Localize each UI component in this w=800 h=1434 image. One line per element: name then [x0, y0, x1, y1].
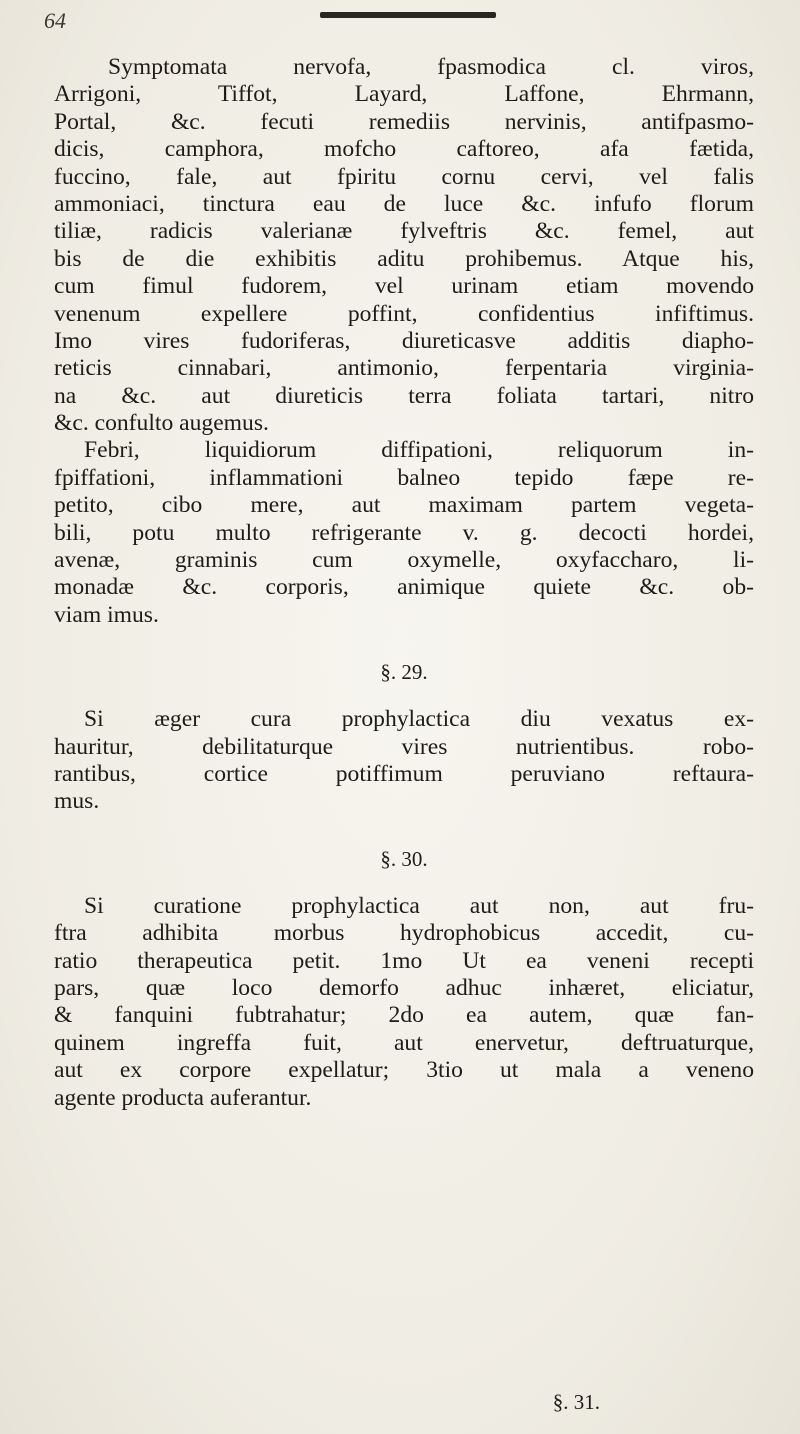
- text-line: reticis cinnabari, antimonio, ferpentaria virginia-: [54, 355, 754, 382]
- text-line: pars, quæ loco demorfo adhuc inhæret, eliciatur,: [54, 974, 754, 1001]
- text-line: quinem ingreffa fuit, aut enervetur, deftruaturque,: [54, 1029, 754, 1056]
- text-line: aut ex corpore expellatur; 3tio ut mala a veneno: [54, 1057, 754, 1084]
- text-line: monadæ &c. corporis, animique quiete &c. ob-: [54, 574, 754, 601]
- catchword: §. 31.: [552, 1390, 600, 1414]
- text-line: Portal, &c. fecuti remediis nervinis, antifpasmo-: [54, 108, 754, 135]
- text-line: avenæ, graminis cum oxymelle, oxyfaccharo, li-: [54, 547, 754, 574]
- text-line: cum fimul fudorem, vel urinam etiam movendo: [54, 273, 754, 300]
- text-line: Febri, liquidiorum diffipationi, reliquorum in-: [84, 437, 754, 464]
- body-text: [54, 54, 754, 1112]
- text-line: bis de die exhibitis aditu prohibemus. Atque his,: [54, 245, 754, 272]
- text-line: ratio therapeutica petit. 1mo Ut ea veneni recepti: [54, 947, 754, 974]
- text-line: Si æger cura prophylactica diu vexatus ex-: [84, 706, 754, 733]
- text-line: Imo vires fudoriferas, diureticasve additis diapho-: [54, 327, 754, 354]
- text-line: fuccino, fale, aut fpiritu cornu cervi, vel falis: [54, 163, 754, 190]
- text-line: hauritur, debilitaturque vires nutrientibus. robo-: [54, 733, 754, 760]
- section-heading: §. 29.: [380, 660, 428, 685]
- text-line: viam imus.: [54, 601, 159, 628]
- text-line: rantibus, cortice potiffimum peruviano reftaura-: [54, 760, 754, 787]
- text-line: ammoniaci, tinctura eau de luce &c. infufo florum: [54, 190, 754, 217]
- text-line: & fanquini fubtrahatur; 2do ea autem, quæ fan-: [54, 1002, 754, 1029]
- text-line: mus.: [54, 788, 100, 815]
- page-number: 64: [44, 8, 66, 33]
- text-line: tiliæ, radicis valerianæ fylveftris &c. femel, aut: [54, 218, 754, 245]
- text-line: petito, cibo mere, aut maximam partem vegeta-: [54, 492, 754, 519]
- text-line: Symptomata nervofa, fpasmodica cl. viros,: [108, 54, 754, 80]
- text-line: Arrigoni, Tiffot, Layard, Laffone, Ehrmann,: [54, 81, 754, 108]
- text-line: fpiffationi, inflammationi balneo tepido fæpe re-: [54, 464, 754, 491]
- text-line: &c. confulto augemus.: [54, 410, 269, 437]
- text-line: bili, potu multo refrigerante v. g. decocti hordei,: [54, 519, 754, 546]
- text-line: Si curatione prophylactica aut non, aut fru-: [84, 892, 754, 919]
- header-rule: [320, 12, 496, 18]
- section-heading: §. 30.: [380, 846, 428, 871]
- text-line: venenum expellere poffint, confidentius infiftimus.: [54, 300, 754, 327]
- text-line: na &c. aut diureticis terra foliata tartari, nitro: [54, 382, 754, 409]
- text-line: ftra adhibita morbus hydrophobicus accedit, cu-: [54, 920, 754, 947]
- text-line: dicis, camphora, mofcho caftoreo, afa fætida,: [54, 136, 754, 163]
- text-line: agente producta auferantur.: [54, 1084, 312, 1111]
